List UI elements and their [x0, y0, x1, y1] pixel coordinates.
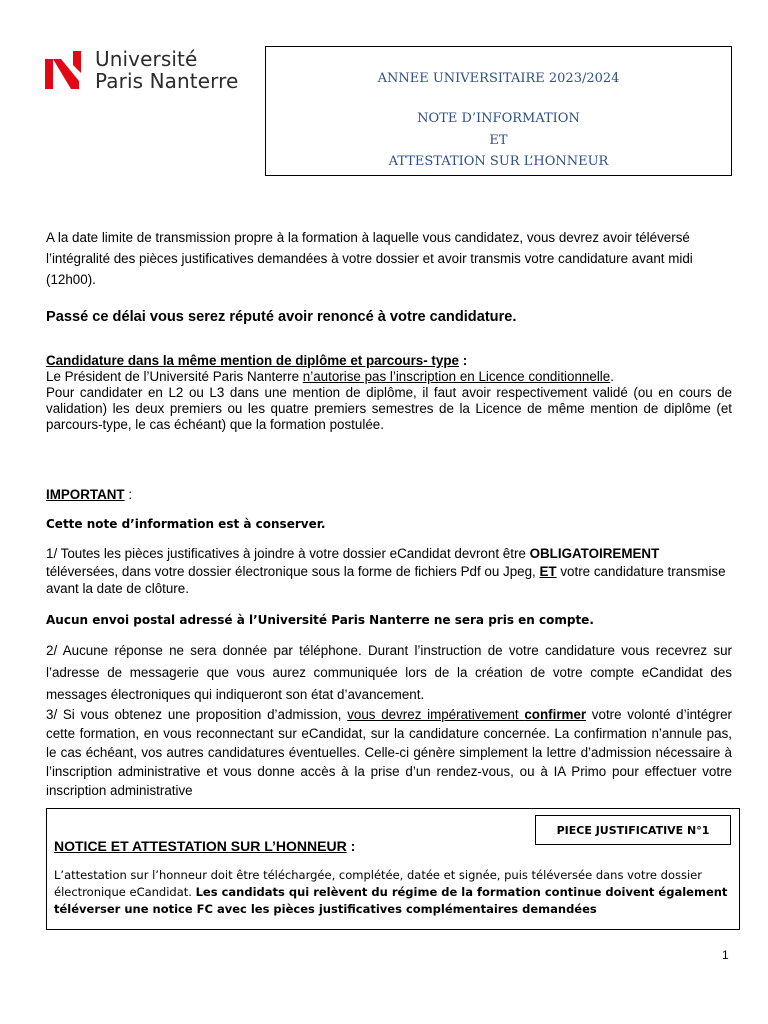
same-mention-body: Pour candidater en L2 ou L3 dans une mention de diplôme, il faut avoir respectivement validé (ou en cours de validation) les deux premiers ou les quatre premiers semestres de la Licence de même mention de diplôme (et parcours-type, le cas échéant) que la formation postulée. — [46, 385, 732, 432]
notice-body — [54, 867, 734, 918]
same-mention-title-suffix: : — [458, 353, 468, 368]
notice-body-normal: L’attestation sur l’honneur doit être téléchargée, complétée, datée et signée, puis téléversée dans votre dossier électronique eCandidat. — [54, 868, 702, 899]
point-1-bold2: ET — [539, 563, 557, 579]
same-mention-title: Candidature dans la même mention de diplôme et parcours- type — [46, 353, 459, 368]
important-heading — [46, 487, 732, 503]
point-3-part2: votre volonté d’intégrer cette formation, en vous reconnectant sur eCandidat, sur la candidature concernée. La confirmation n’annule pas, le cas échéant, vos autres candidatures éventuelles. Celle-ci génère simplement la lettre d’admission nécessaire à l’inscription administrative et vous donne accès à la prise d’un rendez-vous, ou à IA Primo pour effectuer votre inscription administrative — [46, 707, 732, 798]
header-box — [265, 46, 732, 176]
point-1-part2: téléversées, dans votre dossier électronique sous la forme de fichiers Pdf ou Jpeg, — [46, 563, 540, 579]
point-1-part3: votre candidature transmise avant la date de clôture. — [46, 563, 726, 596]
page-number: 1 — [722, 948, 729, 962]
university-logo — [45, 48, 238, 92]
important-suffix: : — [124, 487, 133, 502]
university-name-line1: Université — [95, 47, 198, 71]
university-logo-mark-icon — [45, 51, 87, 89]
deadline-warning: Passé ce délai vous serez réputé avoir renoncé à votre candidature. — [46, 309, 517, 325]
piece-justificative-label: PIECE JUSTIFICATIVE N°1 — [535, 815, 731, 845]
university-name — [95, 48, 238, 92]
keep-note: Cette note d’information est à conserver. — [46, 517, 326, 531]
point-3-underlined: vous devrez impérativement — [347, 707, 525, 722]
attestation-title: ATTESTATION SUR L’HONNEUR — [388, 154, 609, 169]
no-postal-notice: Aucun envoi postal adressé à l’Université Paris Nanterre ne sera pris en compte. — [46, 613, 594, 627]
important-label: IMPORTANT — [46, 487, 125, 502]
same-mention-section — [46, 353, 732, 433]
conditional-licence-underlined: n’autorise pas l’inscription en Licence conditionnelle — [302, 369, 611, 384]
et-label: ET — [489, 133, 508, 148]
notice-box — [46, 808, 740, 930]
note-title: NOTE D’INFORMATION — [417, 111, 580, 126]
point-1-part1: 1/ Toutes les pièces justificatives à joindre à votre dossier eCandidat devront être — [46, 546, 530, 561]
point-1-bold1: OBLIGATOIREMENT — [529, 546, 660, 561]
point-1 — [46, 545, 732, 598]
conditional-licence-suffix: . — [610, 369, 614, 384]
university-name-line2: Paris Nanterre — [95, 69, 239, 93]
academic-year: ANNEE UNIVERSITAIRE 2023/2024 — [377, 71, 620, 86]
same-mention-heading — [46, 353, 732, 369]
conditional-licence-prefix: Le Président de l’Université Paris Nanterre — [46, 369, 303, 384]
notice-title-text: NOTICE ET ATTESTATION SUR L’HONNEUR — [54, 838, 347, 854]
intro-paragraph: A la date limite de transmission propre à la formation à laquelle vous candidatez, vous devrez avoir téléversé l’intégralité des pièces justificatives demandées à votre dossier et avoir transmis votre candidature avant midi (12h00). — [46, 230, 693, 287]
point-3-confirm: confirmer — [524, 707, 587, 722]
conditional-licence-line — [46, 369, 732, 385]
notice-title — [54, 838, 355, 854]
point-2: 2/ Aucune réponse ne sera donnée par téléphone. Durant l’instruction de votre candidature vous recevrez sur l’adresse de messagerie que vous aurez communiquée lors de la création de votre compte eCandidat des messages électroniques qui indiqueront son état d’avancement. — [46, 643, 732, 702]
notice-title-suffix: : — [346, 838, 356, 854]
notice-body-bold: Les candidats qui relèvent du régime de la formation continue doivent également téléverser une notice FC avec les pièces justificatives complémentaires demandées — [54, 885, 728, 916]
point-3-part1: 3/ Si vous obtenez une proposition d’admission, — [46, 707, 348, 722]
point-3 — [46, 705, 732, 800]
